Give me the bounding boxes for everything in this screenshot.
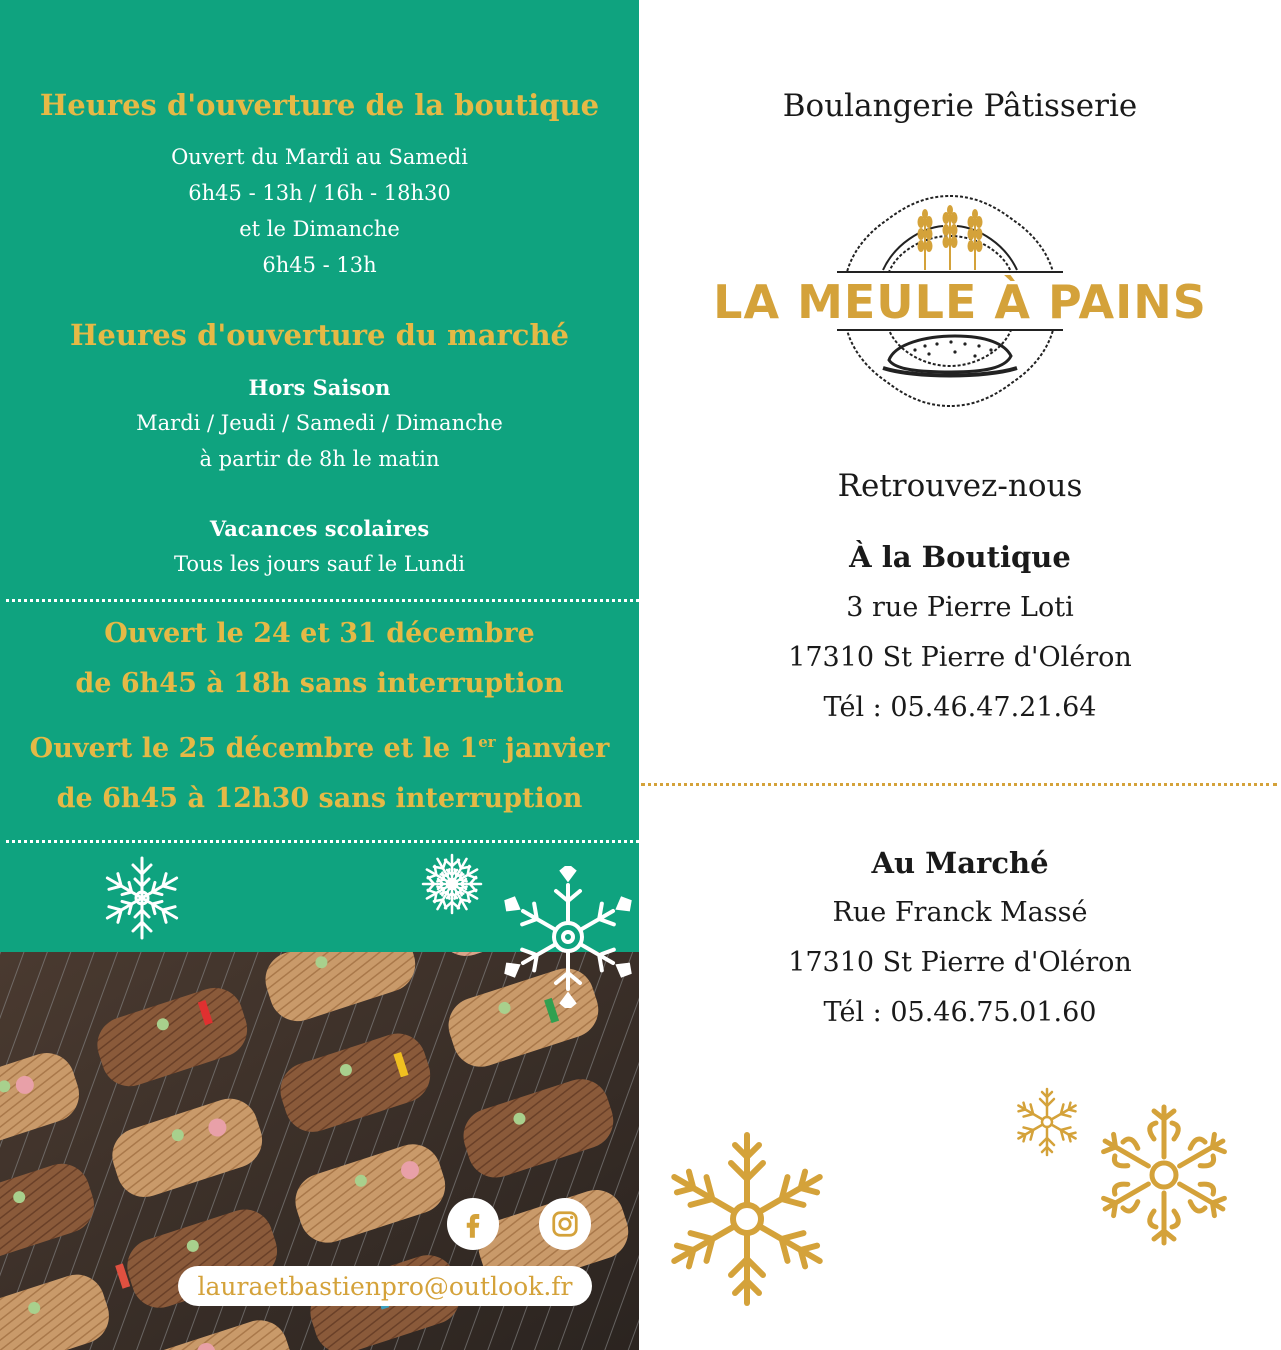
- ordinal-suffix: er: [478, 733, 496, 751]
- boutique-phone[interactable]: Tél : 05.46.47.21.64: [823, 692, 1097, 723]
- boutique-city: 17310 St Pierre d'Oléron: [788, 642, 1132, 673]
- instagram-icon: [550, 1209, 580, 1239]
- email-link[interactable]: lauraetbastienpro@outlook.fr: [178, 1266, 592, 1306]
- special-hours-dec25-text: Ouvert le 25 décembre et le 1: [29, 733, 479, 764]
- boutique-hours-title: Heures d'ouverture de la boutique: [39, 88, 600, 122]
- school-holidays-days: Tous les jours sauf le Lundi: [173, 552, 465, 576]
- snowflake-icon: [1099, 1102, 1229, 1248]
- market-city: 17310 St Pierre d'Oléron: [788, 947, 1132, 978]
- snowflake-icon: [669, 1130, 825, 1308]
- off-season-days: Mardi / Jeudi / Samedi / Dimanche: [136, 411, 503, 435]
- facebook-link[interactable]: [447, 1198, 499, 1250]
- logo-text: LA MEULE À PAINS: [713, 275, 1207, 329]
- off-season-label: Hors Saison: [248, 375, 391, 400]
- boutique-hours-line: Ouvert du Mardi au Samedi: [171, 145, 468, 169]
- divider: [641, 783, 1277, 786]
- special-hours-dec24-time: de 6h45 à 18h sans interruption: [75, 668, 564, 699]
- find-us-heading: Retrouvez-nous: [837, 468, 1083, 504]
- boutique-title: À la Boutique: [849, 540, 1071, 574]
- snowflake-icon: [1015, 1086, 1079, 1158]
- instagram-link[interactable]: [539, 1198, 591, 1250]
- brand-subtitle: Boulangerie Pâtisserie: [782, 88, 1138, 124]
- wheat-icon: [918, 205, 983, 270]
- market-hours-title: Heures d'ouverture du marché: [70, 318, 569, 352]
- snowflake-icon: [100, 852, 184, 944]
- boutique-hours-line: et le Dimanche: [239, 217, 400, 241]
- market-street: Rue Franck Massé: [832, 897, 1088, 928]
- snowflake-icon: [498, 866, 638, 1008]
- special-hours-dec25-time: de 6h45 à 12h30 sans interruption: [56, 783, 583, 814]
- snowflake-icon: [420, 852, 484, 916]
- boutique-street: 3 rue Pierre Loti: [846, 592, 1074, 623]
- bread-icon: [883, 336, 1017, 376]
- off-season-time: à partir de 8h le matin: [199, 447, 440, 471]
- boutique-hours-line: 6h45 - 13h: [262, 253, 377, 277]
- info-panel: [639, 0, 1281, 1350]
- market-title: Au Marché: [871, 846, 1049, 880]
- special-hours-dec25: [0, 733, 639, 764]
- divider: [6, 840, 639, 843]
- boutique-hours-line: 6h45 - 13h / 16h - 18h30: [188, 181, 451, 205]
- special-hours-dec24: Ouvert le 24 et 31 décembre: [104, 618, 535, 649]
- school-holidays-label: Vacances scolaires: [209, 516, 430, 541]
- divider: [6, 599, 639, 602]
- facebook-icon: [458, 1209, 488, 1239]
- hours-panel: [0, 0, 639, 1350]
- special-hours-dec25-text: janvier: [495, 733, 610, 764]
- market-phone[interactable]: Tél : 05.46.75.01.60: [823, 997, 1097, 1028]
